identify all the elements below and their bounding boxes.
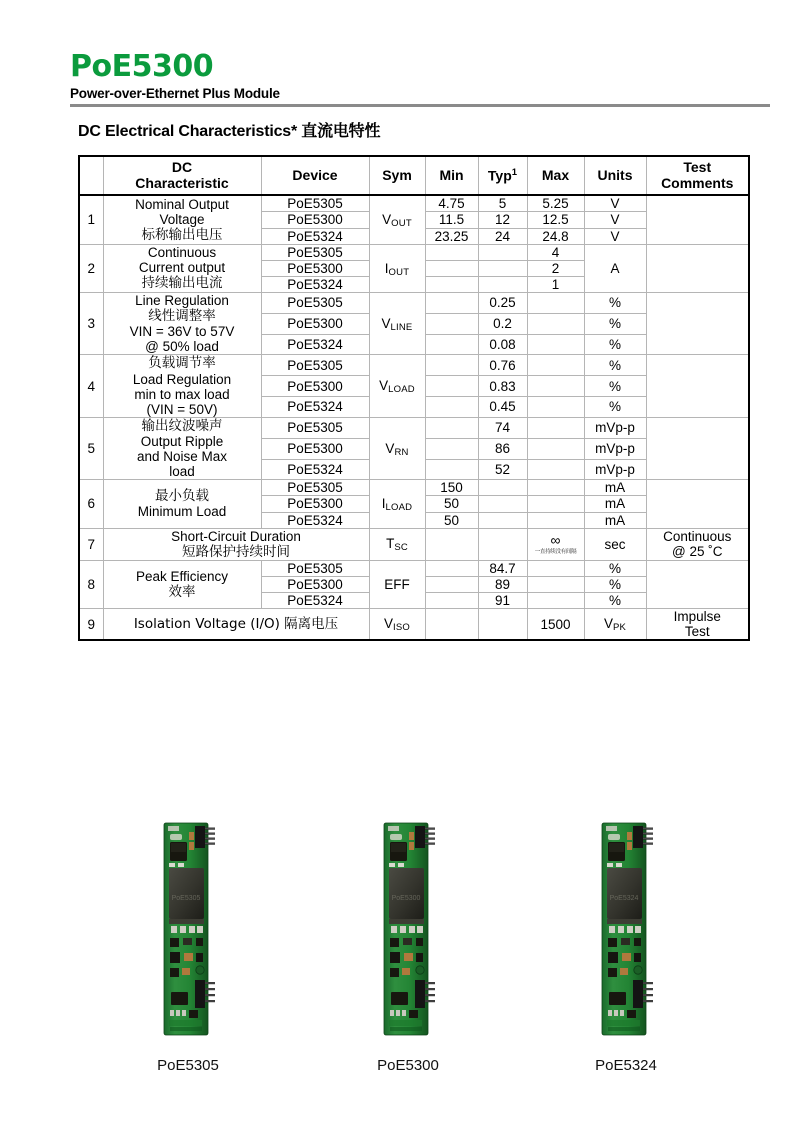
sym-sub: LOAD <box>388 384 415 396</box>
cell-units: mVp-p <box>584 417 646 438</box>
page-title: PoE5300 <box>70 49 214 84</box>
sym-sub: OUT <box>391 218 412 230</box>
cell-min <box>425 417 478 438</box>
cell-device: PoE5300 <box>261 496 369 512</box>
col-dc-line2: Characteristic <box>135 174 229 191</box>
cell-sym <box>369 609 425 641</box>
cell-typ <box>478 512 527 528</box>
cell-device: PoE5300 <box>261 576 369 592</box>
sym-sub: RN <box>394 446 409 458</box>
units-base: V <box>603 616 613 632</box>
module-card-1 <box>88 820 288 1074</box>
cell-typ <box>478 244 527 260</box>
charac-line: and Noise Max <box>136 449 228 465</box>
charac-line: Minimum Load <box>137 504 227 520</box>
cell-typ: 0.08 <box>478 334 527 355</box>
row-index: 3 <box>79 293 103 355</box>
sym-base: V <box>384 616 394 632</box>
cell-max <box>527 512 584 528</box>
cell-min <box>425 528 478 560</box>
cell-units: mVp-p <box>584 459 646 480</box>
cell-typ: 74 <box>478 417 527 438</box>
section-heading-en: DC Electrical Characteristics* <box>78 123 298 140</box>
col-max: Max <box>527 156 584 195</box>
table-row <box>79 417 749 438</box>
sym-sub: LOAD <box>385 502 413 514</box>
cell-max <box>527 528 584 560</box>
cell-device: PoE5324 <box>261 593 369 609</box>
table-row <box>79 293 749 314</box>
row-index: 4 <box>79 355 103 417</box>
cell-max <box>527 313 584 334</box>
sym-base: T <box>386 536 395 552</box>
cell-test <box>646 480 749 528</box>
svg-text:PoE5324: PoE5324 <box>609 895 639 902</box>
sym-sub: OUT <box>388 266 410 278</box>
col-sym: Sym <box>369 156 425 195</box>
cell-units <box>584 609 646 641</box>
table-row <box>79 355 749 376</box>
table-body <box>79 195 749 640</box>
cell-max <box>527 397 584 418</box>
module-photo-holder-3 <box>526 820 726 1045</box>
cell-max <box>527 496 584 512</box>
cell-typ <box>478 260 527 276</box>
cell-units: mA <box>584 480 646 496</box>
dc-characteristics-table <box>78 155 750 641</box>
col-typ-footnote: 1 <box>511 166 518 178</box>
col-dc-characteristic <box>103 156 261 195</box>
cell-max <box>527 480 584 496</box>
pcb-photo-poe5305 <box>161 820 215 1038</box>
cell-min <box>425 293 478 314</box>
cell-device: PoE5300 <box>261 260 369 276</box>
cell-typ: 0.2 <box>478 313 527 334</box>
cell-min <box>425 313 478 334</box>
table-row <box>79 609 749 641</box>
charac-line: (VIN = 50V) <box>146 401 218 417</box>
sym-sub: SC <box>394 542 408 554</box>
charac-line: min to max load <box>134 386 230 402</box>
cell-units: % <box>584 334 646 355</box>
cell-units: % <box>584 397 646 418</box>
cell-device: PoE5305 <box>261 560 369 576</box>
cell-typ: 0.45 <box>478 397 527 418</box>
cell-device: PoE5324 <box>261 512 369 528</box>
sym-sub: LINE <box>390 321 413 333</box>
cell-max <box>527 438 584 459</box>
svg-text:PoE5305: PoE5305 <box>171 895 201 902</box>
charac-line: Line Regulation <box>135 293 229 308</box>
row-index: 1 <box>79 195 103 244</box>
cell-test <box>646 417 749 479</box>
cell-device: PoE5324 <box>261 228 369 244</box>
cell-typ <box>478 609 527 641</box>
page-subtitle: Power-over-Ethernet Plus Module <box>70 86 280 101</box>
cell-device: PoE5305 <box>261 417 369 438</box>
cell-device: PoE5305 <box>261 480 369 496</box>
cell-typ <box>478 276 527 292</box>
cell-test <box>646 355 749 417</box>
cell-units: % <box>584 313 646 334</box>
cell-min: 11.5 <box>425 212 478 228</box>
cell-min <box>425 355 478 376</box>
sym-base: I <box>384 260 389 276</box>
charac-line-cn: 效率 <box>168 584 196 601</box>
row-index: 7 <box>79 528 103 560</box>
cell-max: 2 <box>527 260 584 276</box>
sym-base: I <box>381 496 386 512</box>
charac-line: Voltage <box>159 211 205 227</box>
cell-max: 24.8 <box>527 228 584 244</box>
cell-max <box>527 417 584 438</box>
col-dc-line1: DC <box>171 159 193 175</box>
infinity-icon: ∞ <box>550 532 561 549</box>
cell-test <box>646 293 749 355</box>
infinity-note-cn: 一直持续没有间隔 <box>534 549 577 555</box>
cell-max <box>527 334 584 355</box>
pcb-photo-poe5300 <box>381 820 435 1038</box>
cell-device: PoE5305 <box>261 293 369 314</box>
cell-max: 1500 <box>527 609 584 641</box>
row-index: 9 <box>79 609 103 641</box>
row-index: 5 <box>79 417 103 479</box>
cell-sym <box>369 417 425 479</box>
charac-line-cn: 标称输出电压 <box>141 227 223 244</box>
cell-units: V <box>584 228 646 244</box>
cell-min: 150 <box>425 480 478 496</box>
row-index: 6 <box>79 480 103 528</box>
cell-sym <box>369 195 425 244</box>
charac-line-cn: 持续输出电流 <box>141 275 223 292</box>
units-sub: PK <box>612 622 627 634</box>
cell-units: % <box>584 576 646 592</box>
svg-text:PoE5300: PoE5300 <box>391 895 421 902</box>
cell-min <box>425 593 478 609</box>
header-divider <box>70 104 770 107</box>
brand-block <box>70 49 770 101</box>
charac-line: load <box>169 464 195 480</box>
cell-device: PoE5305 <box>261 244 369 260</box>
col-test-line1: Test <box>683 159 712 175</box>
cell-units: % <box>584 355 646 376</box>
cell-sym <box>369 480 425 528</box>
cell-max: 4 <box>527 244 584 260</box>
cell-device: PoE5305 <box>261 355 369 376</box>
sym-base: V <box>381 315 391 331</box>
table-row <box>79 528 749 560</box>
cell-units: A <box>584 244 646 292</box>
module-label: PoE5300 <box>377 1057 439 1074</box>
charac-line: Nominal Output <box>135 196 229 212</box>
cell-sym <box>369 528 425 560</box>
col-typ-label: Typ <box>487 167 512 184</box>
cell-min <box>425 438 478 459</box>
cell-sym <box>369 293 425 355</box>
row-characteristic <box>103 417 261 479</box>
cell-min <box>425 609 478 641</box>
col-index <box>79 156 103 195</box>
module-photo-holder-1 <box>88 820 288 1045</box>
cell-sym <box>369 355 425 417</box>
module-gallery <box>78 820 748 1120</box>
col-device: Device <box>261 156 369 195</box>
cell-max <box>527 576 584 592</box>
cell-device: PoE5324 <box>261 459 369 480</box>
cell-typ: 0.25 <box>478 293 527 314</box>
cell-min <box>425 459 478 480</box>
cell-units: mVp-p <box>584 438 646 459</box>
cell-units: % <box>584 376 646 397</box>
table-header-row <box>79 156 749 195</box>
cell-min: 23.25 <box>425 228 478 244</box>
sym-sub: ISO <box>393 622 410 634</box>
cell-units: mA <box>584 512 646 528</box>
cell-max: 12.5 <box>527 212 584 228</box>
charac-line: Isolation Voltage (I/O) 隔离电压 <box>133 616 339 633</box>
col-min: Min <box>425 156 478 195</box>
cell-typ: 24 <box>478 228 527 244</box>
cell-min <box>425 334 478 355</box>
cell-max <box>527 459 584 480</box>
cell-typ: 12 <box>478 212 527 228</box>
charac-line-cn: 短路保护持续时间 <box>182 543 290 560</box>
cell-sym <box>369 560 425 608</box>
module-label: PoE5305 <box>157 1057 219 1074</box>
row-characteristic <box>103 195 261 244</box>
section-heading <box>78 118 380 141</box>
sym-base: EFF <box>384 576 410 592</box>
cell-test <box>646 528 749 560</box>
charac-line-cn: 最小负载 <box>155 488 209 505</box>
cell-max: 1 <box>527 276 584 292</box>
sym-base: V <box>385 440 395 456</box>
module-label: PoE5324 <box>595 1057 657 1074</box>
cell-typ <box>478 496 527 512</box>
row-characteristic <box>103 244 261 292</box>
charac-line: Peak Efficiency <box>135 568 229 584</box>
module-card-2 <box>308 820 508 1074</box>
cell-sym <box>369 244 425 292</box>
col-test-line2: Comments <box>661 174 734 191</box>
cell-max <box>527 376 584 397</box>
cell-test <box>646 609 749 641</box>
cell-units: % <box>584 560 646 576</box>
charac-line: Output Ripple <box>140 433 224 449</box>
cell-device: PoE5300 <box>261 212 369 228</box>
cell-max <box>527 593 584 609</box>
charac-line: Continuous <box>147 245 217 261</box>
cell-min: 50 <box>425 496 478 512</box>
charac-line: Short-Circuit Duration <box>171 528 301 544</box>
cell-min <box>425 576 478 592</box>
cell-max: 5.25 <box>527 195 584 212</box>
row-index: 8 <box>79 560 103 608</box>
cell-device: PoE5300 <box>261 313 369 334</box>
cell-max <box>527 355 584 376</box>
module-photo-holder-2 <box>308 820 508 1045</box>
cell-min <box>425 560 478 576</box>
charac-line: VIN = 36V to 57V <box>129 324 235 340</box>
cell-test-line2: @ 25 ˚C <box>672 544 723 560</box>
cell-min <box>425 397 478 418</box>
cell-test <box>646 244 749 292</box>
table-row <box>79 480 749 496</box>
row-characteristic <box>103 560 261 608</box>
cell-test <box>646 560 749 608</box>
row-characteristic <box>103 355 261 417</box>
charac-line: Current output <box>138 260 226 276</box>
charac-line-cn: 负载调节率 <box>148 355 216 372</box>
cell-min: 4.75 <box>425 195 478 212</box>
cell-max <box>527 560 584 576</box>
cell-typ: 5 <box>478 195 527 212</box>
table-row <box>79 244 749 260</box>
col-typ <box>478 156 527 195</box>
cell-units: % <box>584 293 646 314</box>
cell-typ: 91 <box>478 593 527 609</box>
cell-test-line1: Continuous <box>663 529 732 545</box>
dc-characteristics-table-wrap <box>78 155 748 641</box>
cell-device: PoE5324 <box>261 334 369 355</box>
cell-units: sec <box>584 528 646 560</box>
cell-device: PoE5324 <box>261 397 369 418</box>
col-units: Units <box>584 156 646 195</box>
charac-line-cn: 线性调整率 <box>148 308 216 325</box>
col-test-comments <box>646 156 749 195</box>
cell-min: 50 <box>425 512 478 528</box>
pcb-photo-poe5324 <box>599 820 653 1038</box>
charac-line: Load Regulation <box>132 371 232 387</box>
cell-typ: 52 <box>478 459 527 480</box>
cell-units: mA <box>584 496 646 512</box>
charac-line-cn: 输出纹波噪声 <box>141 417 223 434</box>
row-characteristic <box>103 480 261 528</box>
cell-device: PoE5300 <box>261 438 369 459</box>
cell-typ: 0.76 <box>478 355 527 376</box>
cell-device: PoE5305 <box>261 195 369 212</box>
cell-min <box>425 276 478 292</box>
cell-test-line2: Test <box>684 624 710 640</box>
cell-min <box>425 376 478 397</box>
cell-max <box>527 293 584 314</box>
cell-units: % <box>584 593 646 609</box>
cell-typ <box>478 528 527 560</box>
sym-base: V <box>379 378 389 394</box>
row-characteristic <box>103 609 369 641</box>
cell-min <box>425 244 478 260</box>
cell-units: V <box>584 212 646 228</box>
cell-device: PoE5324 <box>261 276 369 292</box>
row-characteristic <box>103 293 261 355</box>
charac-line: @ 50% load <box>145 339 219 355</box>
section-heading-cn: 直流电特性 <box>301 121 381 140</box>
cell-min <box>425 260 478 276</box>
cell-typ <box>478 480 527 496</box>
cell-typ: 0.83 <box>478 376 527 397</box>
row-characteristic <box>103 528 369 560</box>
cell-typ: 86 <box>478 438 527 459</box>
cell-test-line1: Impulse <box>673 609 721 625</box>
cell-typ: 89 <box>478 576 527 592</box>
row-index: 2 <box>79 244 103 292</box>
cell-device: PoE5300 <box>261 376 369 397</box>
sym-base: V <box>382 212 392 228</box>
table-row <box>79 195 749 212</box>
cell-test <box>646 195 749 244</box>
table-row <box>79 560 749 576</box>
cell-units: V <box>584 195 646 212</box>
cell-typ: 84.7 <box>478 560 527 576</box>
module-card-3 <box>526 820 726 1074</box>
